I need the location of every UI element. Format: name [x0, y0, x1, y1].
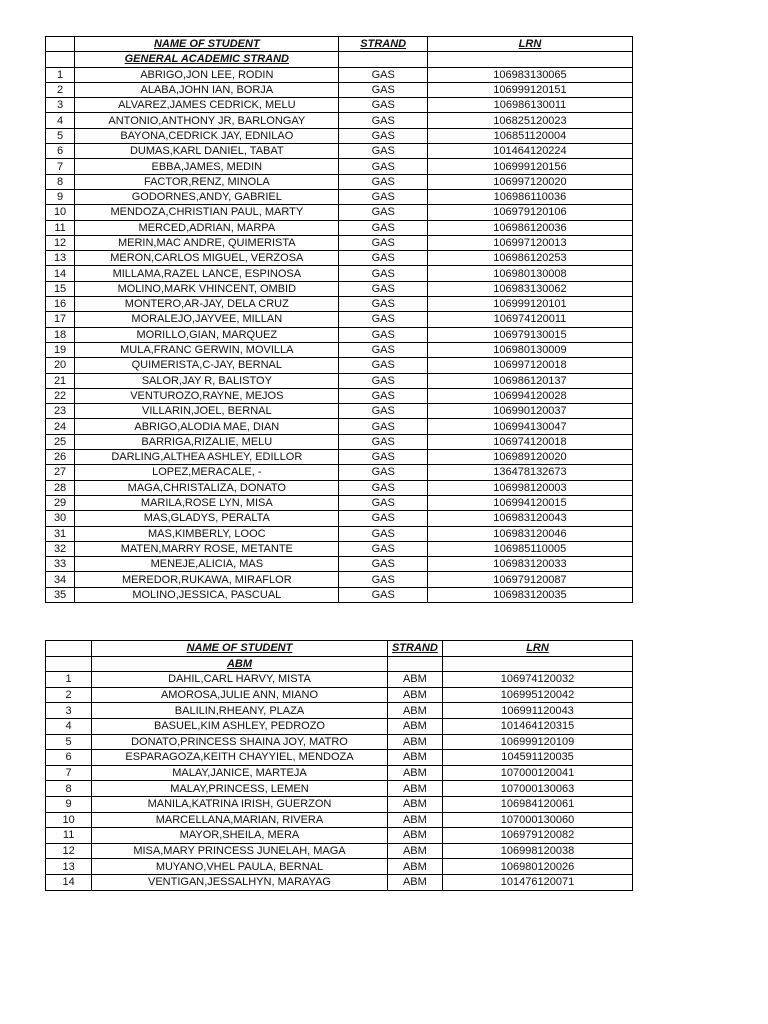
table-row [46, 450, 633, 465]
cell-lrn: 106990120037 [427, 404, 632, 419]
cell-lrn: 106983120046 [427, 526, 632, 541]
cell-student-name: MERCED,ADRIAN, MARPA [75, 220, 339, 235]
cell-lrn: 106851120004 [427, 128, 632, 143]
cell-student-name: AMOROSA,JULIE ANN, MIANO [92, 687, 388, 703]
cell-strand: GAS [339, 327, 427, 342]
cell-number: 4 [46, 718, 92, 734]
section-row [46, 52, 633, 67]
table-row [46, 82, 633, 97]
cell-number: 8 [46, 781, 92, 797]
cell-strand: GAS [339, 587, 427, 602]
table-row [46, 159, 633, 174]
cell-number: 30 [46, 511, 75, 526]
table-row [46, 859, 633, 875]
cell-number: 3 [46, 98, 75, 113]
table-row [46, 480, 633, 495]
cell-student-name: DUMAS,KARL DANIEL, TABAT [75, 144, 339, 159]
cell-lrn: 106825120023 [427, 113, 632, 128]
table-row [46, 687, 633, 703]
cell-strand: GAS [339, 404, 427, 419]
cell-student-name: VENTIGAN,JESSALHYN, MARAYAG [92, 874, 388, 890]
cell-lrn: 106983120043 [427, 511, 632, 526]
cell-strand: ABM [387, 859, 442, 875]
cell-lrn: 107000130063 [443, 781, 633, 797]
cell-student-name: MOLINO,JESSICA, PASCUAL [75, 587, 339, 602]
cell-lrn: 106998120003 [427, 480, 632, 495]
header-lrn: LRN [443, 641, 633, 657]
cell-student-name: MAYOR,SHEILA, MERA [92, 828, 388, 844]
cell-strand: GAS [339, 67, 427, 82]
cell-number: 19 [46, 342, 75, 357]
header-strand: STRAND [387, 641, 442, 657]
cell-lrn: 136478132673 [427, 465, 632, 480]
cell-number: 35 [46, 587, 75, 602]
cell-strand: ABM [387, 828, 442, 844]
section-row [46, 656, 633, 672]
cell-lrn: 106980120026 [443, 859, 633, 875]
cell-student-name: MERIN,MAC ANDRE, QUIMERISTA [75, 235, 339, 250]
cell-strand: GAS [339, 480, 427, 495]
cell-student-name: MULA,FRANC GERWIN, MOVILLA [75, 342, 339, 357]
cell-number: 25 [46, 434, 75, 449]
cell-lrn: 106991120043 [443, 703, 633, 719]
cell-number: 15 [46, 281, 75, 296]
table-header-row [46, 641, 633, 657]
table-row [46, 404, 633, 419]
cell-strand: ABM [387, 718, 442, 734]
cell-lrn: 106995120042 [443, 687, 633, 703]
table-row [46, 495, 633, 510]
cell-strand: GAS [339, 113, 427, 128]
cell-lrn: 106979130015 [427, 327, 632, 342]
cell-student-name: MAS,KIMBERLY, LOOC [75, 526, 339, 541]
cell-student-name: MILLAMA,RAZEL LANCE, ESPINOSA [75, 266, 339, 281]
cell-student-name: BALILIN,RHEANY, PLAZA [92, 703, 388, 719]
cell-strand: ABM [387, 796, 442, 812]
cell-lrn: 106986120036 [427, 220, 632, 235]
cell-strand: GAS [339, 358, 427, 373]
cell-number: 7 [46, 765, 92, 781]
table-row [46, 874, 633, 890]
table-row [46, 327, 633, 342]
cell-lrn: 106974120018 [427, 434, 632, 449]
cell-number: 6 [46, 144, 75, 159]
cell-number: 10 [46, 205, 75, 220]
cell-number: 33 [46, 557, 75, 572]
cell-strand: ABM [387, 781, 442, 797]
cell-number: 29 [46, 495, 75, 510]
cell-lrn: 106984120061 [443, 796, 633, 812]
cell-number: 11 [46, 828, 92, 844]
table-row [46, 144, 633, 159]
table-row [46, 526, 633, 541]
cell-lrn: 106999120151 [427, 82, 632, 97]
cell-strand: GAS [339, 82, 427, 97]
cell-student-name: MAGA,CHRISTALIZA, DONATO [75, 480, 339, 495]
cell-number: 31 [46, 526, 75, 541]
table-row [46, 587, 633, 602]
header-number [46, 37, 75, 52]
cell-strand: ABM [387, 750, 442, 766]
cell-lrn: 106997120020 [427, 174, 632, 189]
cell-lrn: 106997120013 [427, 235, 632, 250]
table-row [46, 220, 633, 235]
cell-strand: ABM [387, 703, 442, 719]
gas-student-table [45, 36, 633, 603]
cell-student-name: MEREDOR,RUKAWA, MIRAFLOR [75, 572, 339, 587]
cell-number: 11 [46, 220, 75, 235]
table-row [46, 98, 633, 113]
header-strand: STRAND [339, 37, 427, 52]
cell-lrn: 106994130047 [427, 419, 632, 434]
cell-student-name: MISA,MARY PRINCESS JUNELAH, MAGA [92, 843, 388, 859]
table-row [46, 235, 633, 250]
cell-strand: GAS [339, 189, 427, 204]
cell-student-name: MOLINO,MARK VHINCENT, OMBID [75, 281, 339, 296]
cell-student-name: EBBA,JAMES, MEDIN [75, 159, 339, 174]
cell-lrn: 101476120071 [443, 874, 633, 890]
cell-lrn: 106980130009 [427, 342, 632, 357]
cell-strand: GAS [339, 266, 427, 281]
table-row [46, 67, 633, 82]
cell-lrn: 106980130008 [427, 266, 632, 281]
cell-number: 14 [46, 266, 75, 281]
cell-number: 17 [46, 312, 75, 327]
cell-strand: GAS [339, 220, 427, 235]
table-row [46, 251, 633, 266]
cell-lrn: 106997120018 [427, 358, 632, 373]
cell-number: 14 [46, 874, 92, 890]
cell-student-name: MORILLO,GIAN, MARQUEZ [75, 327, 339, 342]
cell-strand: GAS [339, 419, 427, 434]
cell-number: 9 [46, 796, 92, 812]
table-row [46, 434, 633, 449]
cell-student-name: BAYONA,CEDRICK JAY, EDNILAO [75, 128, 339, 143]
cell-student-name: ESPARAGOZA,KEITH CHAYYIEL, MENDOZA [92, 750, 388, 766]
cell-number: 4 [46, 113, 75, 128]
cell-strand: GAS [339, 205, 427, 220]
cell-lrn: 106999120109 [443, 734, 633, 750]
cell-number: 2 [46, 687, 92, 703]
cell-number: 5 [46, 734, 92, 750]
cell-strand: GAS [339, 128, 427, 143]
header-number [46, 641, 92, 657]
cell-lrn: 104591120035 [443, 750, 633, 766]
cell-strand: ABM [387, 765, 442, 781]
table-row [46, 557, 633, 572]
cell-strand: ABM [387, 687, 442, 703]
cell-student-name: MARCELLANA,MARIAN, RIVERA [92, 812, 388, 828]
table-row [46, 734, 633, 750]
cell-strand: GAS [339, 342, 427, 357]
cell-number: 27 [46, 465, 75, 480]
cell-lrn: 106986120253 [427, 251, 632, 266]
table-row [46, 703, 633, 719]
cell-student-name: MANILA,KATRINA IRISH, GUERZON [92, 796, 388, 812]
cell-student-name: MAS,GLADYS, PERALTA [75, 511, 339, 526]
cell-number: 26 [46, 450, 75, 465]
table-row [46, 812, 633, 828]
table-row [46, 189, 633, 204]
table-row [46, 388, 633, 403]
table-header-row [46, 37, 633, 52]
cell-lrn: 106974120032 [443, 672, 633, 688]
cell-number: 1 [46, 67, 75, 82]
cell-strand: GAS [339, 98, 427, 113]
cell-student-name: MALAY,PRINCESS, LEMEN [92, 781, 388, 797]
cell-student-name: QUIMERISTA,C-JAY, BERNAL [75, 358, 339, 373]
table-row [46, 718, 633, 734]
cell-student-name: BARRIGA,RIZALIE, MELU [75, 434, 339, 449]
section-title: ABM [92, 656, 388, 672]
cell-student-name: LOPEZ,MERACALE, - [75, 465, 339, 480]
cell-number: 7 [46, 159, 75, 174]
cell-number: 32 [46, 541, 75, 556]
cell-lrn: 101464120315 [443, 718, 633, 734]
table-row [46, 205, 633, 220]
table-row [46, 419, 633, 434]
table-row [46, 358, 633, 373]
cell-student-name: ABRIGO,ALODIA MAE, DIAN [75, 419, 339, 434]
cell-number: 13 [46, 251, 75, 266]
cell-student-name: MATEN,MARRY ROSE, METANTE [75, 541, 339, 556]
table-row [46, 312, 633, 327]
cell-student-name: ALVAREZ,JAMES CEDRICK, MELU [75, 98, 339, 113]
cell-lrn: 106979120087 [427, 572, 632, 587]
cell-strand: GAS [339, 450, 427, 465]
cell-lrn: 101464120224 [427, 144, 632, 159]
cell-student-name: BASUEL,KIM ASHLEY, PEDROZO [92, 718, 388, 734]
cell-strand: GAS [339, 144, 427, 159]
cell-student-name: MUYANO,VHEL PAULA, BERNAL [92, 859, 388, 875]
cell-strand: GAS [339, 251, 427, 266]
cell-student-name: ALABA,JOHN IAN, BORJA [75, 82, 339, 97]
cell-student-name: VENTUROZO,RAYNE, MEJOS [75, 388, 339, 403]
cell-student-name: MARILA,ROSE LYN, MISA [75, 495, 339, 510]
table-row [46, 297, 633, 312]
cell-student-name: SALOR,JAY R, BALISTOY [75, 373, 339, 388]
cell-student-name: MORALEJO,JAYVEE, MILLAN [75, 312, 339, 327]
cell-lrn: 106986110036 [427, 189, 632, 204]
cell-number: 12 [46, 843, 92, 859]
cell-strand: GAS [339, 557, 427, 572]
table-row [46, 843, 633, 859]
cell-lrn: 106986130011 [427, 98, 632, 113]
cell-lrn: 106985110005 [427, 541, 632, 556]
cell-lrn: 106999120156 [427, 159, 632, 174]
cell-lrn: 106986120137 [427, 373, 632, 388]
cell-lrn: 106983120035 [427, 587, 632, 602]
cell-student-name: MALAY,JANICE, MARTEJA [92, 765, 388, 781]
table-row [46, 572, 633, 587]
table-row [46, 796, 633, 812]
cell-strand: GAS [339, 388, 427, 403]
cell-number: 34 [46, 572, 75, 587]
table-row [46, 342, 633, 357]
cell-number: 20 [46, 358, 75, 373]
table-row [46, 828, 633, 844]
cell-student-name: DONATO,PRINCESS SHAINA JOY, MATRO [92, 734, 388, 750]
table-row [46, 113, 633, 128]
cell-lrn: 106999120101 [427, 297, 632, 312]
cell-lrn: 106974120011 [427, 312, 632, 327]
cell-number: 10 [46, 812, 92, 828]
cell-student-name: VILLARIN,JOEL, BERNAL [75, 404, 339, 419]
cell-number: 2 [46, 82, 75, 97]
cell-number: 3 [46, 703, 92, 719]
table-row [46, 541, 633, 556]
cell-lrn: 106994120028 [427, 388, 632, 403]
table-row [46, 765, 633, 781]
cell-number: 23 [46, 404, 75, 419]
table-row [46, 281, 633, 296]
table-row [46, 672, 633, 688]
cell-number: 24 [46, 419, 75, 434]
table-row [46, 174, 633, 189]
cell-number: 1 [46, 672, 92, 688]
cell-strand: GAS [339, 281, 427, 296]
cell-student-name: DAHIL,CARL HARVY, MISTA [92, 672, 388, 688]
cell-lrn: 106994120015 [427, 495, 632, 510]
cell-number: 6 [46, 750, 92, 766]
cell-number: 21 [46, 373, 75, 388]
section-title: GENERAL ACADEMIC STRAND [75, 52, 339, 67]
cell-strand: GAS [339, 297, 427, 312]
table-row [46, 373, 633, 388]
cell-strand: GAS [339, 174, 427, 189]
cell-lrn: 106989120020 [427, 450, 632, 465]
cell-strand: GAS [339, 159, 427, 174]
header-name: NAME OF STUDENT [75, 37, 339, 52]
cell-number: 8 [46, 174, 75, 189]
cell-strand: GAS [339, 526, 427, 541]
cell-strand: GAS [339, 235, 427, 250]
cell-strand: GAS [339, 312, 427, 327]
cell-student-name: ABRIGO,JON LEE, RODIN [75, 67, 339, 82]
cell-strand: GAS [339, 434, 427, 449]
cell-strand: ABM [387, 672, 442, 688]
abm-student-table [45, 640, 633, 891]
cell-student-name: MERON,CARLOS MIGUEL, VERZOSA [75, 251, 339, 266]
header-lrn: LRN [427, 37, 632, 52]
table-row [46, 266, 633, 281]
cell-number: 28 [46, 480, 75, 495]
cell-strand: GAS [339, 541, 427, 556]
cell-number: 5 [46, 128, 75, 143]
cell-lrn: 106998120038 [443, 843, 633, 859]
cell-lrn: 107000120041 [443, 765, 633, 781]
cell-student-name: FACTOR,RENZ, MINOLA [75, 174, 339, 189]
cell-strand: GAS [339, 465, 427, 480]
cell-student-name: DARLING,ALTHEA ASHLEY, EDILLOR [75, 450, 339, 465]
cell-lrn: 106979120106 [427, 205, 632, 220]
table-row [46, 465, 633, 480]
cell-number: 13 [46, 859, 92, 875]
table-row [46, 781, 633, 797]
cell-student-name: MENDOZA,CHRISTIAN PAUL, MARTY [75, 205, 339, 220]
cell-lrn: 106983130062 [427, 281, 632, 296]
cell-student-name: GODORNES,ANDY, GABRIEL [75, 189, 339, 204]
cell-strand: ABM [387, 812, 442, 828]
cell-number: 18 [46, 327, 75, 342]
table-row [46, 128, 633, 143]
cell-number: 16 [46, 297, 75, 312]
header-name: NAME OF STUDENT [92, 641, 388, 657]
cell-number: 22 [46, 388, 75, 403]
cell-strand: ABM [387, 874, 442, 890]
cell-student-name: MONTERO,AR-JAY, DELA CRUZ [75, 297, 339, 312]
cell-student-name: ANTONIO,ANTHONY JR, BARLONGAY [75, 113, 339, 128]
cell-strand: ABM [387, 734, 442, 750]
cell-lrn: 107000130060 [443, 812, 633, 828]
cell-strand: ABM [387, 843, 442, 859]
cell-lrn: 106983130065 [427, 67, 632, 82]
cell-strand: GAS [339, 495, 427, 510]
cell-strand: GAS [339, 511, 427, 526]
cell-strand: GAS [339, 373, 427, 388]
table-row [46, 511, 633, 526]
cell-strand: GAS [339, 572, 427, 587]
cell-lrn: 106983120033 [427, 557, 632, 572]
table-row [46, 750, 633, 766]
cell-student-name: MENEJE,ALICIA, MAS [75, 557, 339, 572]
cell-number: 9 [46, 189, 75, 204]
cell-number: 12 [46, 235, 75, 250]
cell-lrn: 106979120082 [443, 828, 633, 844]
